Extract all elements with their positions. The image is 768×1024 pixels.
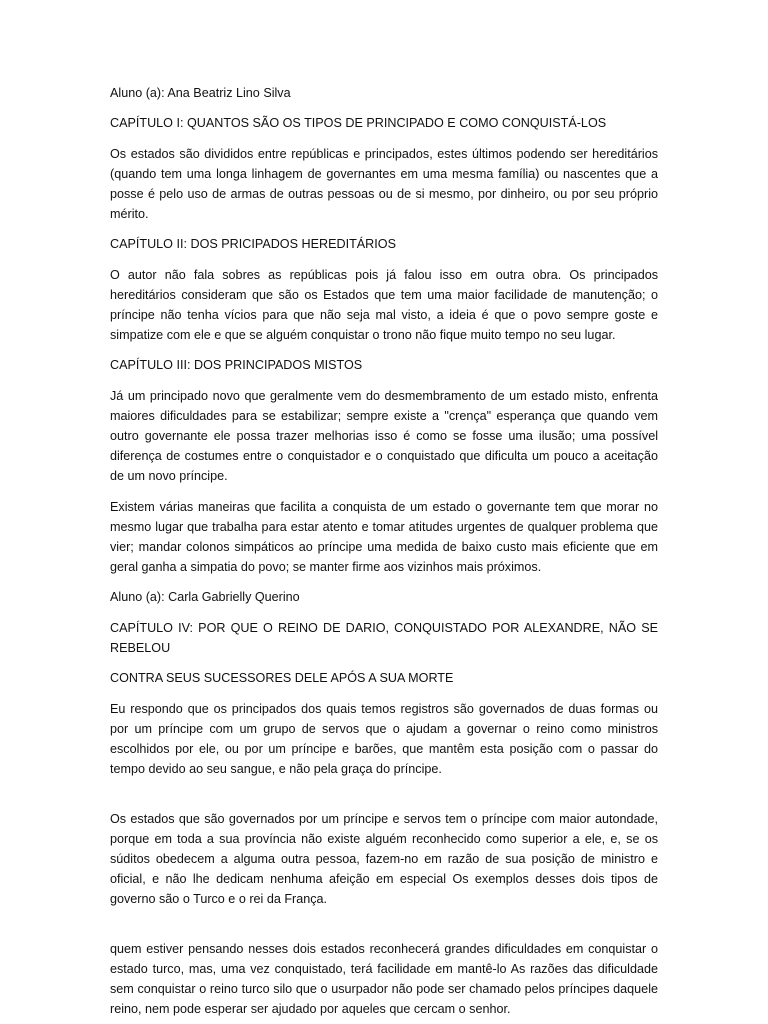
chapter-4-paragraph-2: Os estados que são governados por um príncipe e servos tem o príncipe com maior autondade, porque em toda a sua província não existe alguém reconhecido como superior a ele, e, se os súditos obedecem a alguma outra pessoa, fazem-no em razão de sua posição de ministro e oficial, e não lhe dedicam nenhuma afeição em especial Os exemplos desses dois tipos de governo são o Turco e o rei da França. (110, 812, 658, 906)
chapter-4-paragraph-3: quem estiver pensando nesses dois estados reconhecerá grandes dificuldades em conquistar o estado turco, mas, uma vez conquistado, terá facilidade em mantê-lo As razões das dificuldade sem conquistar o reino turco silo que o usurpador não pode ser chamado pelos príncipes daquele reino, nem pode esperar ser ajudado por aqueles que cercam o senhor. (110, 942, 658, 1016)
chapter-3-title: CAPÍTULO III: DOS PRINCIPADOS MISTOS (110, 358, 363, 372)
chapter-3-paragraph-2: Existem várias maneiras que facilita a conquista de um estado o governante tem que morar no mesmo lugar que trabalha para estar atento e tomar atitudes urgentes de qualquer problema que vier; mandar colonos simpáticos ao príncipe uma medida de baixo custo mais eficiente que em geral ganha a simpatia do povo; se manter firme aos vizinhos mais próximos. (110, 500, 658, 574)
chapter-1-paragraph: Os estados são divididos entre repúblicas e principados, estes últimos podendo ser hereditários (quando tem uma longa linhagem de governantes em uma mesma família) ou nascentes que a posse é pelo uso de armas de outras pessoas ou de si mesmo, por dinheiro, ou por seu próprio mérito. (110, 147, 658, 221)
chapter-4-paragraph-1: Eu respondo que os principados dos quais temos registros são governados de duas formas ou por um príncipe com um grupo de servos que o ajudam a governar o reino como ministros escolhidos por ele, ou por um príncipe e barões, que mantêm esta posição com o passar do tempo devido ao seu sangue, e não pela graça do príncipe. (110, 702, 658, 776)
chapter-2-paragraph: O autor não fala sobres as repúblicas pois já falou isso em outra obra. Os principados hereditários consideram que são os Estados que tem uma maior facilidade de manutenção; o príncipe não tenha vícios para que não seja mal visto, a ideia é que o povo sempre goste e simpatize com ele e que se alguém conquistar o trono não fique muito tempo no seu lugar. (110, 268, 658, 342)
chapter-4-subtitle: CONTRA SEUS SUCESSORES DELE APÓS A SUA MORTE (110, 671, 454, 685)
chapter-2-title: CAPÍTULO II: DOS PRICIPADOS HEREDITÁRIOS (110, 237, 396, 251)
student-name-2: Aluno (a): Carla Gabrielly Querino (110, 590, 300, 604)
student-name-1: Aluno (a): Ana Beatriz Lino Silva (110, 86, 291, 100)
chapter-4-title: CAPÍTULO IV: POR QUE O REINO DE DARIO, CONQUISTADO POR ALEXANDRE, NÃO SE REBELOU (110, 621, 658, 655)
chapter-3-paragraph-1: Já um principado novo que geralmente vem do desmembramento de um estado misto, enfrenta maiores dificuldades para se estabilizar; sempre existe a "crença" esperança que quando vem outro governante ele possa trazer melhorias isso é como se fosse uma ilusão; uma possível diferença de costumes entre o conquistador e o conquistado que dificulta um pouco a aceitação de um novo príncipe. (110, 389, 658, 483)
chapter-1-title: CAPÍTULO I: QUANTOS SÃO OS TIPOS DE PRINCIPADO E COMO CONQUISTÁ-LOS (110, 116, 607, 130)
